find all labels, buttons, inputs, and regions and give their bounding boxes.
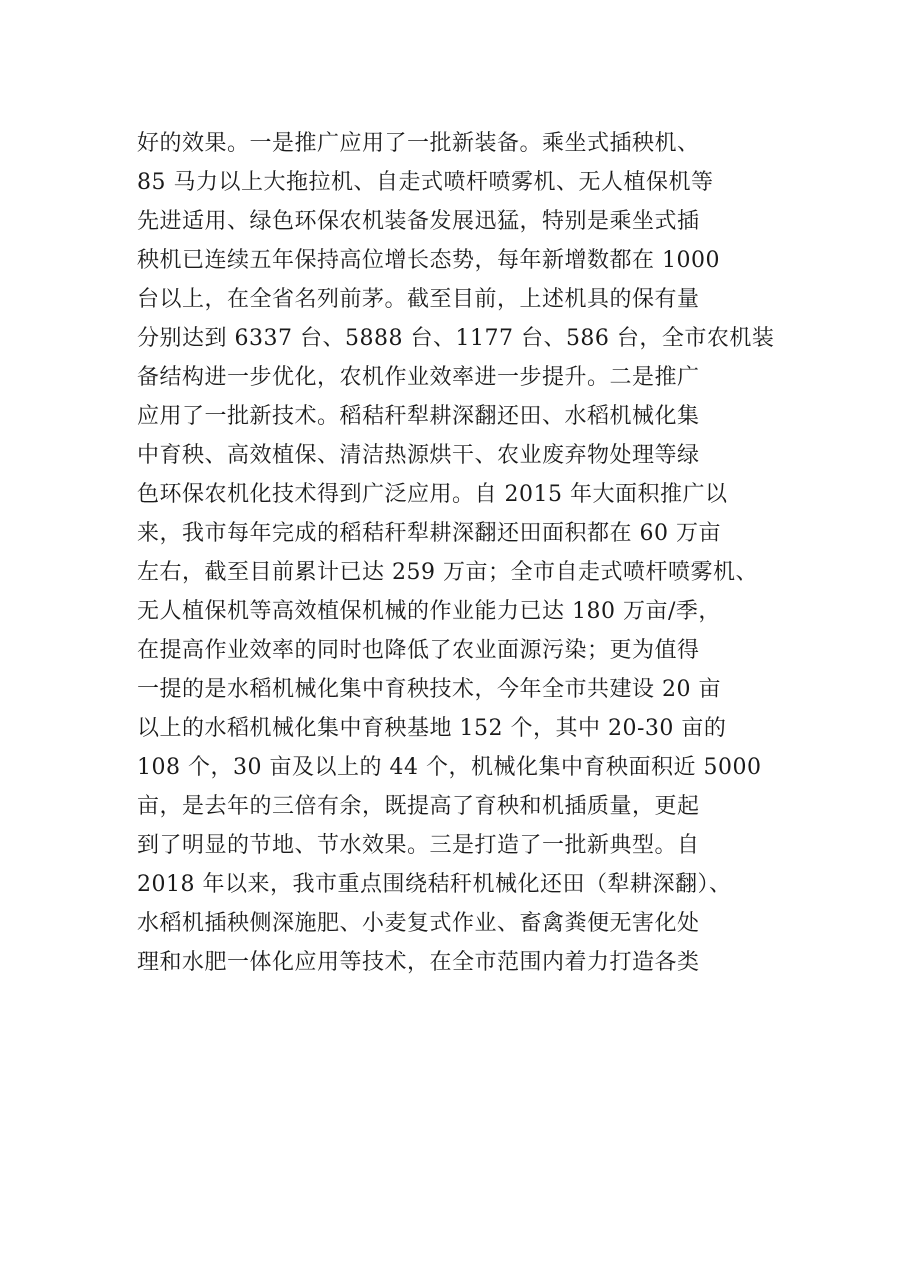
- text-line: 应用了一批新技术。稻秸秆犁耕深翻还田、水稻机械化集: [137, 404, 700, 429]
- text-line: 无人植保机等高效植保机械的作业能力已达 180 万亩/季，: [137, 599, 721, 624]
- text-line: 秧机已连续五年保持高位增长态势，每年新增数都在 1000: [137, 248, 720, 273]
- text-line: 108 个，30 亩及以上的 44 个，机械化集中育秧面积近 5000: [137, 755, 762, 780]
- text-line: 到了明显的节地、节水效果。三是打造了一批新典型。自: [137, 833, 700, 858]
- text-line: 色环保农机化技术得到广泛应用。自 2015 年大面积推广以: [137, 482, 728, 507]
- text-line: 分别达到 6337 台、5888 台、1177 台、586 台，全市农机装: [137, 326, 775, 351]
- text-line: 台以上，在全省名列前茅。截至目前，上述机具的保有量: [137, 287, 700, 312]
- body-text: [137, 124, 777, 982]
- text-line: 水稻机插秧侧深施肥、小麦复式作业、畜禽粪便无害化处: [137, 911, 700, 936]
- text-line: 左右，截至目前累计已达 259 万亩；全市自走式喷杆喷雾机、: [137, 560, 758, 585]
- text-line: 理和水肥一体化应用等技术，在全市范围内着力打造各类: [137, 950, 700, 975]
- text-line: 亩，是去年的三倍有余，既提高了育秧和机插质量，更起: [137, 794, 700, 819]
- text-line: 2018 年以来，我市重点围绕秸秆机械化还田（犁耕深翻）、: [137, 872, 732, 897]
- text-line: 中育秧、高效植保、清洁热源烘干、农业废弃物处理等绿: [137, 443, 700, 468]
- text-line: 85 马力以上大拖拉机、自走式喷杆喷雾机、无人植保机等: [137, 170, 714, 195]
- text-line: 先进适用、绿色环保农机装备发展迅猛，特别是乘坐式插: [137, 209, 700, 234]
- text-line: 好的效果。一是推广应用了一批新装备。乘坐式插秧机、: [137, 131, 700, 156]
- text-line: 以上的水稻机械化集中育秧基地 152 个，其中 20-30 亩的: [137, 716, 727, 741]
- text-line: 备结构进一步优化，农机作业效率进一步提升。二是推广: [137, 365, 700, 390]
- text-line: 在提高作业效率的同时也降低了农业面源污染；更为值得: [137, 638, 700, 663]
- text-line: 来，我市每年完成的稻秸秆犁耕深翻还田面积都在 60 万亩: [137, 521, 721, 546]
- text-line: 一提的是水稻机械化集中育秧技术，今年全市共建设 20 亩: [137, 677, 721, 702]
